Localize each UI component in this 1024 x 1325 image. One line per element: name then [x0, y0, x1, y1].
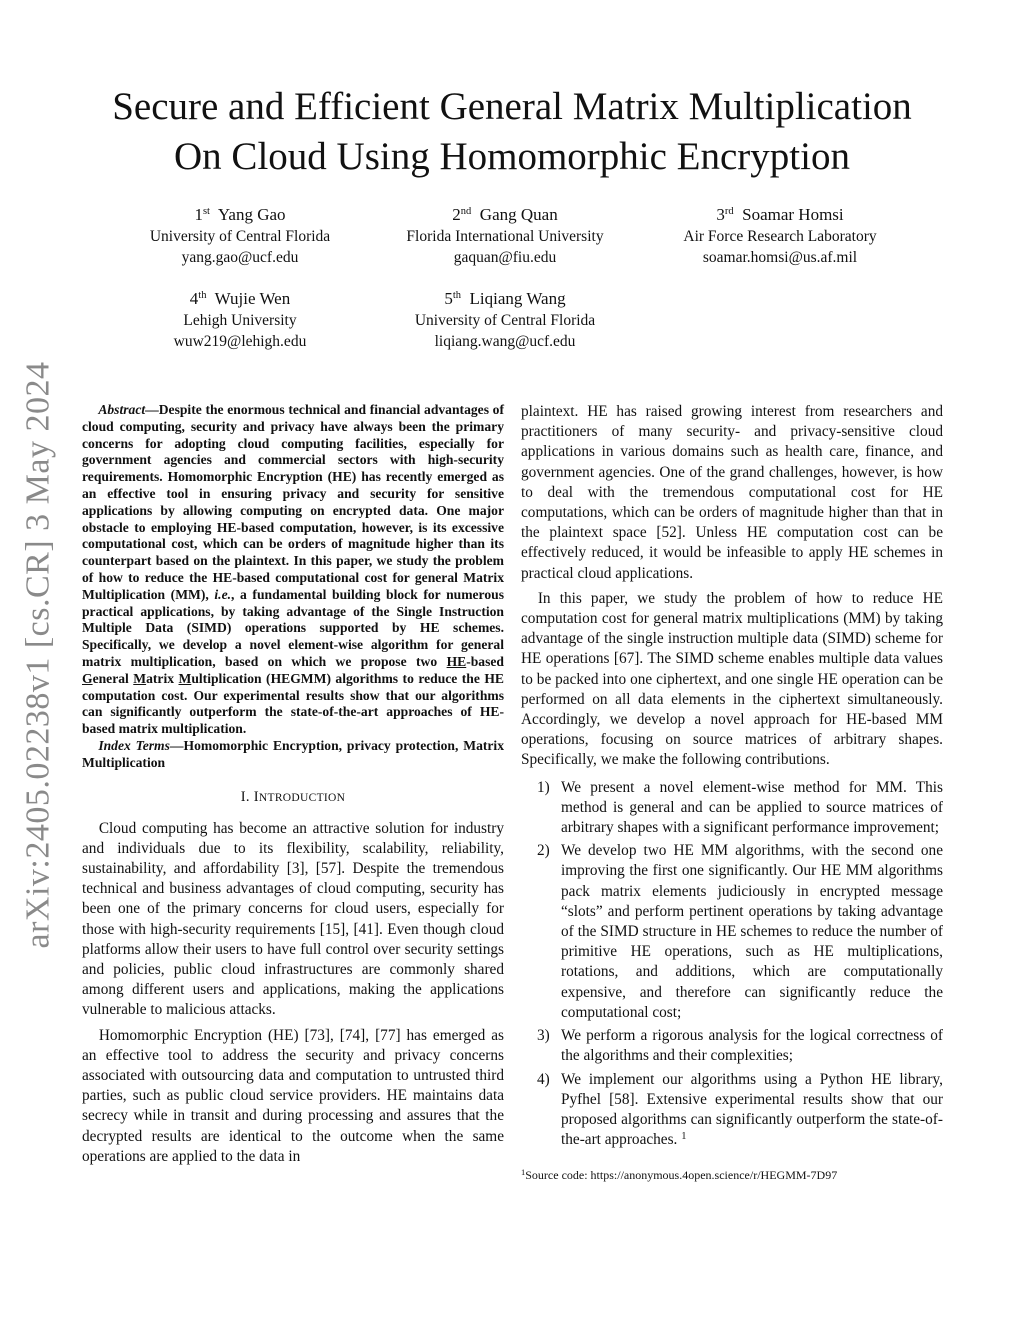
- left-column: [82, 402, 504, 1167]
- author-block-3: [650, 203, 910, 268]
- arxiv-identifier-stamp: [16, 355, 60, 955]
- right-paragraph-2: In this paper, we study the problem of how to reduce HE computation cost for general matrix multiplications (MM) by taking advantage of the single instruction multiple data (SIMD) scheme for HE operations [67]. The SIMD scheme enables multiple data values to be packed into one ciphertext, and one single HE operation can be performed on all data elements in the ciphertext simultaneously. Accordingly, we develop a novel approach for HE-based MM operations, focusing on source matrices of arbitrary shapes. Specifically, we make the following contributions.: [521, 589, 943, 769]
- list-item: [521, 1026, 943, 1066]
- section-heading-introduction: [82, 789, 504, 806]
- right-column: [521, 402, 943, 1183]
- list-item: [521, 778, 943, 839]
- list-item-number: 4): [537, 1070, 550, 1088]
- index-terms: [82, 738, 504, 772]
- author-name-line: [115, 287, 365, 310]
- author-block-4: [115, 287, 365, 352]
- paper-title: [60, 82, 964, 182]
- author-affiliation: Air Force Research Laboratory: [683, 228, 877, 245]
- author-name: Wujie Wen: [214, 289, 291, 308]
- acronym-rest: -based: [466, 653, 504, 669]
- author-name-line: [115, 203, 365, 226]
- author-ordinal-suffix: th: [198, 290, 207, 301]
- intro-paragraph-2: Homomorphic Encryption (HE) [73], [74], [77] has emerged as an effective tool to address the security and privacy concerns associated with outsourcing data and computation to untrusted third parties, such as public cloud service providers. HE maintains data secrecy while in transit and during processing and assures that the decrypted results are identical to the outcome when the same operations are applied to the data in: [82, 1026, 504, 1165]
- list-item-text: We develop two HE MM algorithms, with the second one improving the first one significantly. Our HE MM algorithms pack matrix elements judiciously in encrypted message “slots” and perform pertinent operations by taking advantage of the SIMD structure in HE schemes to reduce the number of primitive HE operations, such as HE multiplications, rotations, and additions, which are computationally expensive, and therefore can significantly reduce the computational cost;: [561, 842, 943, 1021]
- author-ordinal: 3: [716, 205, 725, 224]
- list-item-number: 2): [537, 842, 550, 860]
- abstract-label: Abstract: [98, 402, 146, 417]
- footnote-number: 1: [521, 1167, 526, 1178]
- abstract-text-part-3: algorithms to reduce the HE computation cost. Our experimental results show that our algorithms can significantly outperform the state-of-the-art approaches of HE-based matrix multiplication.: [82, 670, 504, 737]
- author-ordinal: 4: [189, 289, 199, 308]
- author-email: wuw219@lehigh.edu: [173, 333, 307, 350]
- author-block-1: [115, 203, 365, 268]
- intro-paragraph-1: Cloud computing has become an attractive solution for industry and individuals due to its flexibility, scalability, reliability, sustainability, and affordability [3], [57]. Despite the tremendous technical and business advantages of cloud computing, security has been one of the primary concerns for cloud users, especially for those with high-security requirements [15], [41]. Even though cloud platforms allow their users to have full control over security settings and policies, public cloud infrastructures are commonly shared among different users and applications, making the applications vulnerable to malicious attacks.: [82, 819, 504, 1019]
- acronym-letter: HE: [446, 653, 467, 669]
- acronym-rest: ultiplication (HEGMM): [191, 670, 331, 686]
- index-terms-label: Index Terms: [98, 737, 170, 753]
- footnote-text: Source code: https://anonymous.4open.science/r/HEGMM-7D97: [525, 1168, 838, 1183]
- author-affiliation: University of Central Florida: [149, 228, 331, 245]
- abstract-ie: i.e.: [214, 586, 232, 602]
- acronym-letter: G: [82, 670, 93, 686]
- right-paragraph-1: plaintext. HE has raised growing interest from researchers and practitioners of many security- and privacy-sensitive cloud applications in various domains such as health care, finance, and government agencies. One of the grand challenges, however, is how to deal with the tremendous computational cost for HE computations, which can be orders of magnitude higher than that in the plaintext space [52]. Unless HE computation cost can be effectively reduced, it would be infeasible to apply HE schemes in practical cloud applications.: [521, 403, 943, 582]
- author-email: yang.gao@ucf.edu: [181, 249, 299, 266]
- author-ordinal-suffix: th: [452, 290, 462, 301]
- list-item: [521, 1070, 943, 1151]
- author-block-5: [375, 287, 635, 352]
- author-email: gaquan@fiu.edu: [453, 249, 557, 266]
- author-affiliation: Lehigh University: [183, 312, 297, 329]
- author-ordinal-suffix: rd: [724, 206, 734, 217]
- author-name: Gang Quan: [479, 205, 558, 224]
- author-name: Yang Gao: [217, 205, 286, 224]
- author-ordinal: 5: [444, 289, 453, 308]
- acronym-rest: atrix: [146, 670, 179, 686]
- list-item-number: 1): [537, 778, 550, 796]
- list-item-text: We perform a rigorous analysis for the logical correctness of the algorithms and their complexities;: [561, 1027, 943, 1065]
- index-terms-text: —Homomorphic Encryption, privacy protection, Matrix Multiplication: [82, 737, 504, 770]
- paper-title-line-1: Secure and Efficient General Matrix Multiplication: [112, 85, 912, 128]
- author-affiliation: Florida International University: [406, 228, 604, 245]
- author-email: liqiang.wang@ucf.edu: [434, 333, 576, 350]
- author-affiliation: University of Central Florida: [414, 312, 596, 329]
- author-name: Soamar Homsi: [742, 205, 844, 224]
- author-ordinal-suffix: st: [202, 206, 210, 217]
- author-ordinal: 2: [452, 205, 461, 224]
- section-title-initial: I: [253, 788, 259, 805]
- author-name-line: [375, 203, 635, 226]
- section-title-rest: NTRODUCTION: [258, 791, 346, 804]
- footnote-marker: 1: [681, 1131, 687, 1143]
- author-ordinal-suffix: nd: [460, 206, 472, 217]
- abstract: [82, 402, 504, 738]
- acronym-rest: eneral: [92, 670, 134, 686]
- list-item: [521, 841, 943, 1023]
- list-item-text: We present a novel element-wise method for MM. This method is general and can be applied to source matrices of arbitrary shapes with a significant performance improvement;: [561, 778, 943, 837]
- list-item-text: We implement our algorithms using a Python HE library, Pyfhel [58]. Extensive experimental results show that our proposed algorithms can significantly outperform the state-of-the-art approaches.: [561, 1070, 943, 1149]
- acronym-letter: M: [133, 670, 147, 686]
- footnote: [521, 1168, 943, 1183]
- contributions-list: [521, 778, 943, 1151]
- arxiv-identifier-text: arXiv:2405.02238v1 [cs.CR] 3 May 2024: [19, 361, 57, 949]
- list-item-number: 3): [537, 1027, 550, 1045]
- author-name-line: [375, 287, 635, 310]
- abstract-text-part-2: , a fundamental building block for numerous practical applications, by taking advantage of the Single Instruction Multiple Data (SIMD) operations supported by HE schemes. Specifically, we develop a novel element-wise algorithm for general matrix multiplication, based on which we propose two: [82, 586, 504, 669]
- author-name: Liqiang Wang: [469, 289, 566, 308]
- author-block-2: [375, 203, 635, 268]
- abstract-text-part-1: —Despite the enormous technical and financial advantages of cloud computing, security and privacy have always been the primary concerns for adopting cloud computing facilities, especially for government agencies and commercial sectors with high-security requirements. Homomorphic Encryption (HE) has recently emerged as an effective tool in ensuring privacy and security for sensitive applications by allowing computing on encrypted data. One major obstacle to employing HE-based computation, however, is its excessive computational cost, which can be orders of magnitude higher than its counterpart based on the plaintext. In this paper, we study the problem of how to reduce the HE-based computational cost for general Matrix Multiplication (MM),: [82, 402, 504, 602]
- paper-title-line-2: On Cloud Using Homomorphic Encryption: [174, 135, 850, 178]
- author-ordinal: 1: [194, 205, 203, 224]
- author-email: soamar.homsi@us.af.mil: [702, 249, 858, 266]
- section-number: I.: [240, 788, 250, 805]
- acronym-letter: M: [178, 670, 192, 686]
- author-name-line: [650, 203, 910, 226]
